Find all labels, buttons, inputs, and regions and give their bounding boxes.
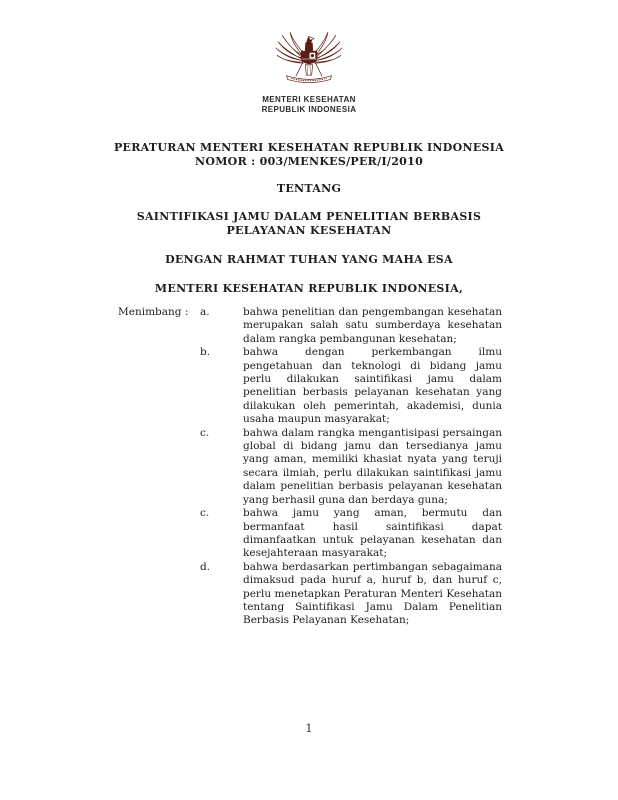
- item-letter: d.: [200, 560, 211, 573]
- item-text: bahwa dengan perkembangan ilmu pengetahuan dan teknologi di bidang jamu perlu dilakukan saintifikasi jamu dalam penelitian berbasis pelayanan kesehatan yang dilakukan oleh pemerintah, akademisi, dunia usaha maupun masyarakat;: [243, 346, 502, 426]
- subject-line1: SAINTIFIKASI JAMU DALAM PENELITIAN BERBASIS: [136, 210, 482, 223]
- menimbang-item-b: [200, 346, 502, 426]
- menimbang-item-c2: [200, 507, 502, 561]
- item-letter: a.: [200, 306, 210, 318]
- regulation-title: PERATURAN MENTERI KESEHATAN REPUBLIK INDONESIA: [113, 141, 505, 154]
- menimbang-item-d: [200, 561, 502, 628]
- item-text: bahwa dalam rangka mengantisipasi persaingan global di bidang jamu dan tersedianya jamu yang aman, memiliki khasiat nyata yang teruji secara ilmiah, perlu dilakukan saintifikasi jamu dalam penelitian berbasis pelayanan kesehatan yang berhasil guna dan berdaya guna;: [243, 426, 502, 506]
- item-letter: b.: [200, 346, 211, 359]
- title-block: [59, 141, 559, 296]
- menimbang-section: [118, 306, 502, 628]
- garuda-pancasila-emblem: [275, 26, 343, 92]
- letterhead-line1: MENTERI KESEHATAN: [262, 95, 356, 104]
- item-letter: c.: [200, 426, 210, 439]
- menimbang-colon: :: [185, 306, 189, 318]
- menimbang-item-a: [200, 306, 502, 346]
- tentang-label: TENTANG: [276, 182, 342, 195]
- menimbang-items: [200, 306, 502, 628]
- item-text: bahwa jamu yang aman, bermutu dan bermanfaat hasil saintifikasi dapat dimanfaatkan untuk pelayanan kesehatan dan kesejahteraan masyarakat;: [243, 507, 502, 560]
- item-text: bahwa penelitian dan pengembangan kesehatan merupakan salah satu sumberdaya kesehatan dalam rangka pembangunan kesehatan;: [243, 306, 502, 345]
- menimbang-label: Menimbang: [118, 306, 182, 318]
- regulation-number: NOMOR : 003/MENKES/PER/I/2010: [194, 155, 424, 168]
- letterhead: [0, 26, 618, 115]
- issuer: MENTERI KESEHATAN REPUBLIK INDONESIA,: [154, 282, 464, 295]
- page-number: 1: [305, 722, 313, 735]
- menimbang-item-c1: [200, 427, 502, 507]
- item-letter: c.: [200, 507, 210, 520]
- item-text: bahwa berdasarkan pertimbangan sebagaimana dimaksud pada huruf a, huruf b, dan huruf c, perlu menetapkan Peraturan Menteri Kesehatan tentang Saintifikasi Jamu Dalam Penelitian Berbasis Pelayanan Kesehatan;: [243, 560, 502, 627]
- subject-line2: PELAYANAN KESEHATAN: [226, 224, 392, 237]
- invocation: DENGAN RAHMAT TUHAN YANG MAHA ESA: [165, 253, 453, 266]
- letterhead-line2: REPUBLIK INDONESIA: [261, 105, 357, 114]
